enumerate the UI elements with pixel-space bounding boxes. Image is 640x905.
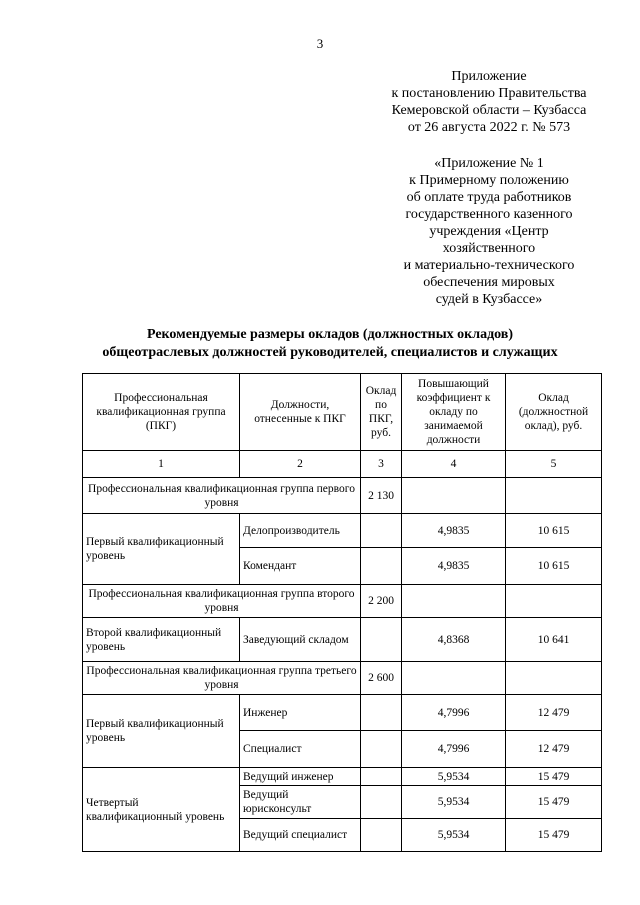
position-cell: Заведующий складом: [240, 618, 361, 662]
appendix-quote-line: государственного казенного: [405, 207, 573, 222]
appendix-header: [360, 68, 618, 136]
title-line: Рекомендуемые размеры окладов (должностных окладов): [146, 327, 514, 342]
position-cell: Делопроизводитель: [240, 514, 361, 548]
empty-cell: [361, 768, 402, 786]
empty-cell: [361, 819, 402, 852]
group-salary: 2 130: [361, 478, 402, 514]
appendix-quote-line: хозяйственного: [442, 241, 536, 256]
empty-cell: [506, 662, 602, 695]
salary-cell: 15 479: [506, 819, 602, 852]
salary-cell: 12 479: [506, 695, 602, 731]
group-row: [83, 585, 602, 618]
empty-cell: [402, 585, 506, 618]
position-cell: Ведущий инженер: [240, 768, 361, 786]
position-cell: Специалист: [240, 731, 361, 768]
header-salary: Оклад (должностной оклад), руб.: [506, 374, 602, 451]
empty-cell: [361, 786, 402, 819]
column-number: 5: [506, 451, 602, 478]
empty-cell: [361, 695, 402, 731]
appendix-quote-line: «Приложение № 1: [434, 156, 544, 171]
appendix-quote: [380, 155, 598, 308]
header-pkg-salary: Оклад по ПКГ, руб.: [361, 374, 402, 451]
column-number: 3: [361, 451, 402, 478]
appendix-quote-line: судей в Кузбассе»: [435, 292, 543, 307]
qualification-level: Первый квалификационный уровень: [83, 695, 240, 768]
empty-cell: [506, 585, 602, 618]
header-positions: Должности, отнесенные к ПКГ: [240, 374, 361, 451]
coefficient-cell: 4,7996: [402, 731, 506, 768]
position-cell: Комендант: [240, 548, 361, 585]
group-row: [83, 662, 602, 695]
header-pkg: Профессиональная квалификационная группа (ПКГ): [83, 374, 240, 451]
appendix-quote-line: к Примерному положению: [409, 173, 569, 188]
header-coefficient: Повышающий коэффициент к окладу по занимаемой должности: [402, 374, 506, 451]
salary-cell: 10 641: [506, 618, 602, 662]
group-salary: 2 200: [361, 585, 402, 618]
empty-cell: [361, 514, 402, 548]
empty-cell: [361, 548, 402, 585]
column-numbers-row: [83, 451, 602, 478]
column-number: 1: [83, 451, 240, 478]
empty-cell: [361, 731, 402, 768]
group-name: Профессиональная квалификационная группа третьего уровня: [83, 662, 361, 695]
position-cell: Инженер: [240, 695, 361, 731]
salary-cell: 15 479: [506, 786, 602, 819]
empty-cell: [506, 478, 602, 514]
appendix-line: к постановлению Правительства: [391, 86, 587, 101]
qualification-level: Второй квалификационный уровень: [83, 618, 240, 662]
document-title: [60, 326, 600, 362]
appendix-quote-line: обеспечения мировых: [423, 275, 555, 290]
coefficient-cell: 5,9534: [402, 768, 506, 786]
group-name: Профессиональная квалификационная группа второго уровня: [83, 585, 361, 618]
qualification-level: Первый квалификационный уровень: [83, 514, 240, 585]
salary-cell: 15 479: [506, 768, 602, 786]
coefficient-cell: 4,7996: [402, 695, 506, 731]
appendix-line: Кемеровской области – Кузбасса: [391, 103, 587, 118]
position-cell: Ведущий специалист: [240, 819, 361, 852]
empty-cell: [402, 478, 506, 514]
coefficient-cell: 5,9534: [402, 786, 506, 819]
coefficient-cell: 4,9835: [402, 548, 506, 585]
column-number: 2: [240, 451, 361, 478]
coefficient-cell: 4,8368: [402, 618, 506, 662]
appendix-quote-line: учреждения «Центр: [429, 224, 549, 239]
group-name: Профессиональная квалификационная группа первого уровня: [83, 478, 361, 514]
table-row: [83, 695, 602, 731]
column-number: 4: [402, 451, 506, 478]
appendix-quote-line: и материально-технического: [403, 258, 575, 273]
title-line: общеотраслевых должностей руководителей, специалистов и служащих: [102, 345, 558, 360]
salary-cell: 10 615: [506, 548, 602, 585]
appendix-line: Приложение: [451, 69, 527, 84]
qualification-level: Четвертый квалификационный уровень: [83, 768, 240, 852]
salary-table: [82, 373, 602, 852]
salary-cell: 12 479: [506, 731, 602, 768]
table-row: [83, 514, 602, 548]
page-number: 3: [316, 36, 324, 51]
group-row: [83, 478, 602, 514]
table-header-row: [83, 374, 602, 451]
table-row: [83, 768, 602, 786]
appendix-quote-line: об оплате труда работников: [406, 190, 572, 205]
group-salary: 2 600: [361, 662, 402, 695]
table-row: [83, 618, 602, 662]
salary-cell: 10 615: [506, 514, 602, 548]
coefficient-cell: 4,9835: [402, 514, 506, 548]
appendix-line: от 26 августа 2022 г. № 573: [407, 120, 571, 135]
empty-cell: [402, 662, 506, 695]
coefficient-cell: 5,9534: [402, 819, 506, 852]
position-cell: Ведущий юрисконсульт: [240, 786, 361, 819]
empty-cell: [361, 618, 402, 662]
